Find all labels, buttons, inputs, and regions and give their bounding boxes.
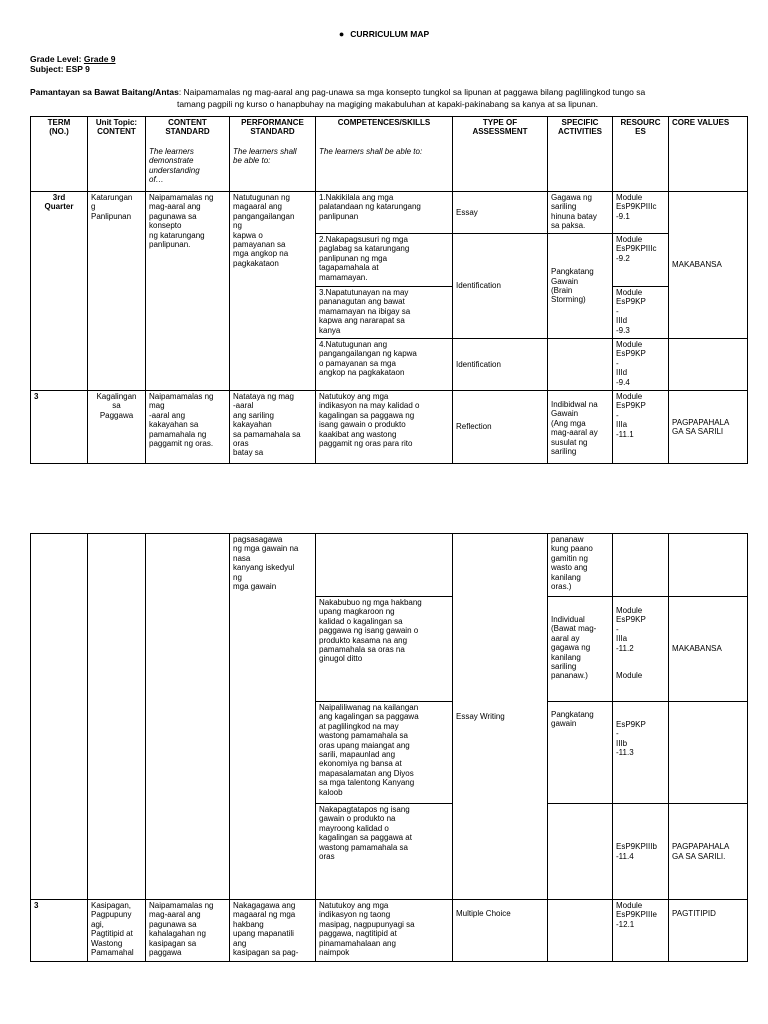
term-cell: 3rd Quarter <box>31 192 88 391</box>
unit-cell: Kagalingan sa Paggawa <box>88 391 146 464</box>
competence-cell: 1.Nakikilala ang mga palatandaan ng katarungang panlipunan <box>316 192 453 234</box>
activity-cell: Indibidwal na Gawain (Ang mga mag-aaral ay susulat ng sariling <box>548 391 613 464</box>
col-performance-standard <box>230 117 316 192</box>
core-value-cell <box>669 534 748 597</box>
col-term: TERM (NO.) <box>31 117 88 192</box>
col-assessment: TYPE OF ASSESSMENT <box>453 117 548 192</box>
col-content-standard <box>146 117 230 192</box>
resource-cell: EsP9KPIIIb -11.4 <box>613 804 669 900</box>
activity-cell <box>548 900 613 962</box>
competence-cell: Nakapagtatapos ng isang gawain o produkto na mayroong kalidad o kagalingan sa paggawa at wastong pamamahala sa oras <box>316 804 453 900</box>
curriculum-table-page1 <box>30 116 748 464</box>
grade-standard-line1: : Naipamamalas ng mag-aaral ang pag-unawa sa mga konsepto tungkol sa lipunan at paggawa bilang paglilingkod tungo sa <box>178 87 646 97</box>
title-text: CURRICULUM MAP <box>350 29 430 39</box>
resource-cell <box>613 534 669 597</box>
content-standard-cell: Naipamamalas ng mag -aaral ang kakayahan sa pamamahala ng paggamit ng oras. <box>146 391 230 464</box>
performance-subheader: The learners shall be able to: <box>233 146 297 166</box>
resource-cell: Module EsP9KP - IIIa -11.1 <box>613 391 669 464</box>
document-title <box>0 29 768 39</box>
performance-standard-cell: pagsasagawa ng mga gawain na nasa kanyang iskedyul ng mga gawain <box>230 534 316 900</box>
activity-cell: pananaw kung paano gamitin ng wasto ang kanilang oras.) <box>548 534 613 597</box>
resource-cell: Module EsP9KPIIIe -12.1 <box>613 900 669 962</box>
resource-cell: EsP9KP - IIIb -11.3 <box>613 702 669 804</box>
subject-value: ESP 9 <box>65 64 90 74</box>
competence-cell: 3.Napatutunayan na may pananagutan ang bawat mamamayan na ibigay sa kapwa ang nararapat sa kanya <box>316 287 453 339</box>
activity-cell: Pangkatang gawain <box>548 702 613 804</box>
assessment-cell: Identification <box>453 339 548 391</box>
resource-cell: Module EsP9KPIIIc -9.1 <box>613 192 669 234</box>
competence-cell: Naipaliliwanag na kailangan ang kagalingan sa paggawa at paglilingkod na may wastong pamamahala sa oras upang maiangat ang sarili, mapaunlad ang ekonomiya ng bansa at mapasalamatan ang Diyos sa mga talentong Kanyang kaloob <box>316 702 453 804</box>
col-competences <box>316 117 453 192</box>
competences-subheader: The learners shall be able to: <box>319 147 423 157</box>
subject <box>30 64 90 74</box>
term-cell <box>31 534 88 900</box>
performance-standard-cell: Nakagagawa ang magaaral ng mga hakbang upang mapanatili ang kasipagan sa pag- <box>230 900 316 962</box>
core-value-cell <box>669 339 748 391</box>
assessment-cell: Essay Writing <box>453 534 548 900</box>
activity-cell: Gagawa ng sariling hinuna batay sa paksa. <box>548 192 613 234</box>
grade-standard-line2: tamang pagpili ng kurso o hanapbuhay na magiging makabuluhan at kapaki-pakinabang sa kanya at sa lipunan. <box>176 99 599 109</box>
grade-level-label: Grade Level: <box>30 54 82 64</box>
assessment-cell: Identification <box>453 234 548 339</box>
activity-cell <box>548 804 613 900</box>
term-cell: 3 <box>31 391 88 464</box>
assessment-cell: Multiple Choice <box>453 900 548 962</box>
col-content-title: CONTENT STANDARD <box>165 118 210 137</box>
col-competences-title: COMPETENCES/SKILLS <box>337 118 431 127</box>
content-standard-cell <box>146 534 230 900</box>
competence-cell: Natutukoy ang mga indikasyon na may kalidad o kagalingan sa paggawa ng isang gawain o produkto kaakibat ang wastong paggamit ng oras para rito <box>316 391 453 464</box>
competence-cell: Natutukoy ang mga indikasyon ng taong masipag, nagpupunyagi sa paggawa, nagtitipid at pinamamahalaan ang naimpok <box>316 900 453 962</box>
resource-cell: Module EsP9KP - IIId -9.3 <box>613 287 669 339</box>
resource-cell: Module EsP9KPIIIc -9.2 <box>613 234 669 287</box>
competence-cell <box>316 534 453 597</box>
col-unit: Unit Topic: CONTENT <box>88 117 146 192</box>
core-value-cell: MAKABANSA <box>669 192 748 339</box>
core-value-cell: PAGPAPAHALA GA SA SARILI <box>669 391 748 464</box>
activity-cell: Individual (Bawat mag- aaral ay gagawa ng kanilang sariling pananaw.) <box>548 597 613 702</box>
curriculum-table-page2 <box>30 533 748 962</box>
col-resources: RESOURC ES <box>613 117 669 192</box>
unit-cell <box>88 534 146 900</box>
performance-standard-cell: Natataya ng mag -aaral ang sariling kakayahan sa pamamahala sa oras batay sa <box>230 391 316 464</box>
col-activities: SPECIFIC ACTIVITIES <box>548 117 613 192</box>
assessment-cell: Essay <box>453 192 548 234</box>
content-standard-cell: Naipamamalas ng mag-aaral ang pagunawa sa kahalagahan ng kasipagan sa paggawa <box>146 900 230 962</box>
competence-cell: 4.Natutugunan ang pangangailangan ng kapwa o pamayanan sa mga angkop na pagkakataon <box>316 339 453 391</box>
resource-text: Module <box>616 671 643 681</box>
bullet-icon: ● <box>338 29 345 39</box>
core-value-cell <box>669 702 748 804</box>
core-value-cell: PAGPAPAHALA GA SA SARILI. <box>669 804 748 900</box>
term-cell: 3 <box>31 900 88 962</box>
resource-cell <box>613 597 669 702</box>
grade-standard <box>30 86 745 110</box>
activity-cell: Pangkatang Gawain (Brain Storming) <box>548 234 613 339</box>
subject-label: Subject: <box>30 64 64 74</box>
resource-text: Module EsP9KP - IIIa -11.2 <box>616 606 646 653</box>
col-core-values: CORE VALUES <box>669 117 748 192</box>
col-performance-title: PERFORMANCE STANDARD <box>241 118 304 137</box>
competence-cell: 2.Nakapagsusuri ng mga paglabag sa katarungang panlipunan ng mga tagapamahala at mamamayan. <box>316 234 453 287</box>
competence-cell: Nakabubuo ng mga hakbang upang magkaroon ng kalidad o kagalingan sa paggawa ng isang gawain o produkto kasama na ang pamamahala sa oras na ginugol ditto <box>316 597 453 702</box>
grade-level <box>30 54 116 64</box>
assessment-cell: Reflection <box>453 391 548 464</box>
activity-cell <box>548 339 613 391</box>
unit-cell: Kasipagan, Pagpupuny agi, Pagtitipid at Wastong Pamamahal <box>88 900 146 962</box>
resource-cell: Module EsP9KP - IIId -9.4 <box>613 339 669 391</box>
unit-cell: Katarungan g Panlipunan <box>88 192 146 391</box>
content-standard-cell: Naipamamalas ng mag-aaral ang pagunawa sa konsepto ng katarungang panlipunan. <box>146 192 230 391</box>
grade-level-value: Grade 9 <box>83 54 116 64</box>
core-value-cell: PAGTITIPID <box>669 900 748 962</box>
performance-standard-cell: Natutugunan ng magaaral ang pangangailangan ng kapwa o pamayanan sa mga angkop na pagkakataon <box>230 192 316 391</box>
content-subheader: The learners demonstrate understanding of… <box>149 146 200 185</box>
grade-standard-label: Pamantayan sa Bawat Baitang/Antas <box>30 87 179 97</box>
core-value-cell: MAKABANSA <box>669 597 748 702</box>
